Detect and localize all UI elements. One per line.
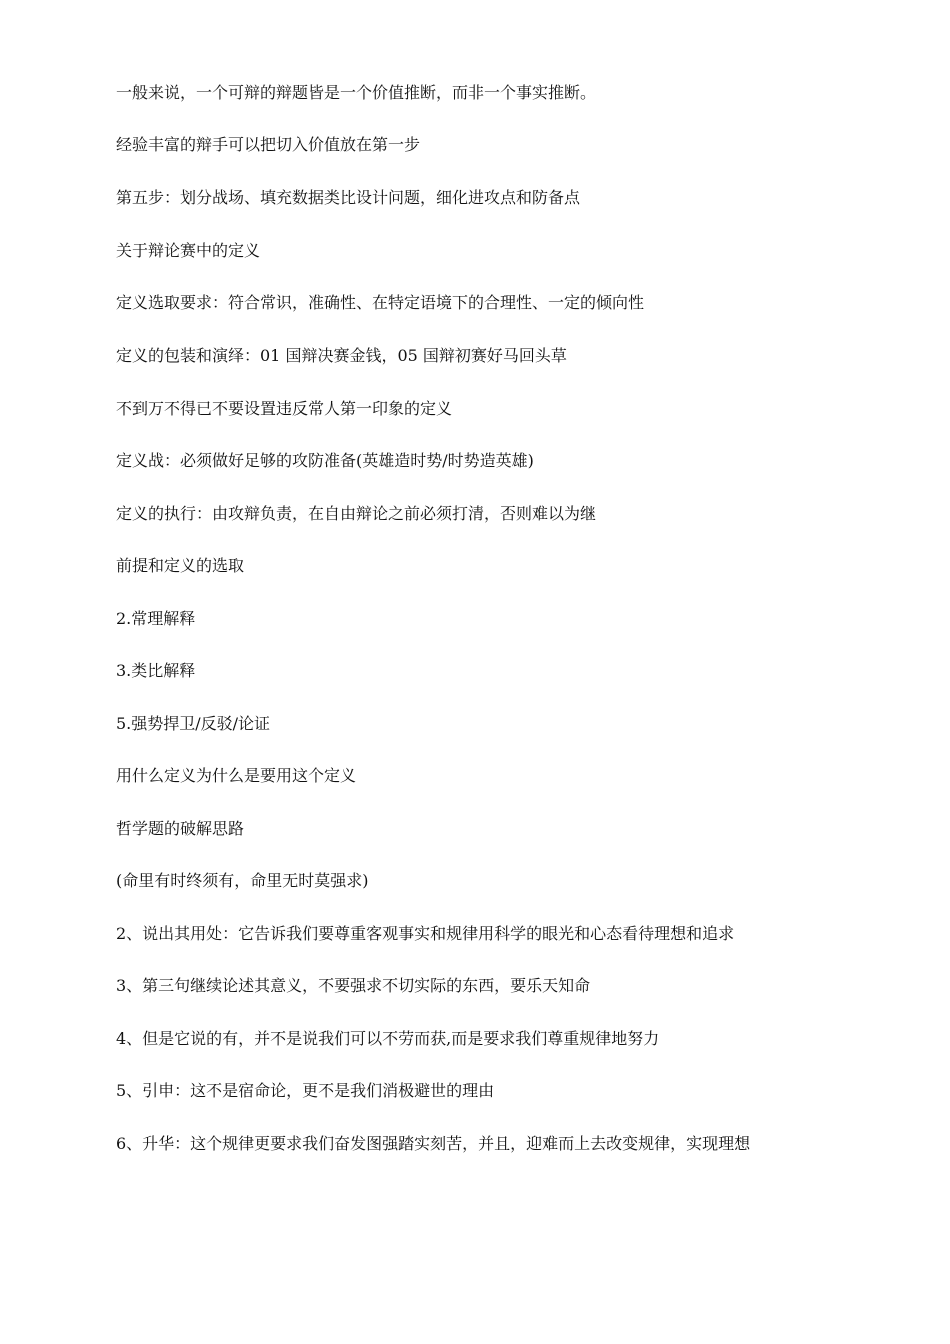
list-item-5: 5.强势捍卫/反驳/论证 (116, 714, 271, 733)
text-line-9: 定义的执行：由攻辩负责，在自由辩论之前必须打清，否则难以为继 (116, 504, 597, 523)
text-line-5: 定义选取要求：符合常识，准确性、在特定语境下的合理性、一定的倾向性 (116, 293, 645, 312)
quote-line: (命里有时终须有，命里无时莫强求) (116, 871, 369, 890)
step-item-4: 4、但是它说的有，并不是说我们可以不劳而获,而是要求我们尊重规律地努力 (116, 1029, 660, 1048)
list-item-3: 3.类比解释 (116, 661, 196, 680)
step-item-6: 6、升华：这个规律更要求我们奋发图强踏实刻苦，并且，迎难而上去改变规律，实现理想 (116, 1134, 751, 1153)
section-heading-premise: 前提和定义的选取 (116, 556, 245, 575)
section-heading-definition: 关于辩论赛中的定义 (116, 241, 261, 260)
step-item-3: 3、第三句继续论述其意义，不要强求不切实际的东西，要乐天知命 (116, 976, 591, 995)
text-line-14: 用什么定义为什么是要用这个定义 (116, 766, 357, 785)
step-item-5: 5、引申：这不是宿命论，更不是我们消极避世的理由 (116, 1081, 495, 1100)
list-item-2: 2.常理解释 (116, 609, 196, 628)
text-line-2: 经验丰富的辩手可以把切入价值放在第一步 (116, 135, 421, 154)
section-heading-philosophy: 哲学题的破解思路 (116, 819, 245, 838)
text-line-6: 定义的包装和演绎：01 国辩决赛金钱，05 国辩初赛好马回头草 (116, 346, 567, 365)
text-line-8: 定义战：必须做好足够的攻防准备(英雄造时势/时势造英雄) (116, 451, 534, 470)
text-line-1: 一般来说，一个可辩的辩题皆是一个价值推断，而非一个事实推断。 (116, 83, 597, 102)
text-line-7: 不到万不得已不要设置违反常人第一印象的定义 (116, 399, 453, 418)
step-item-2: 2、说出其用处：它告诉我们要尊重客观事实和规律用科学的眼光和心态看待理想和追求 (116, 924, 735, 943)
text-line-3: 第五步：划分战场、填充数据类比设计问题，细化进攻点和防备点 (116, 188, 581, 207)
